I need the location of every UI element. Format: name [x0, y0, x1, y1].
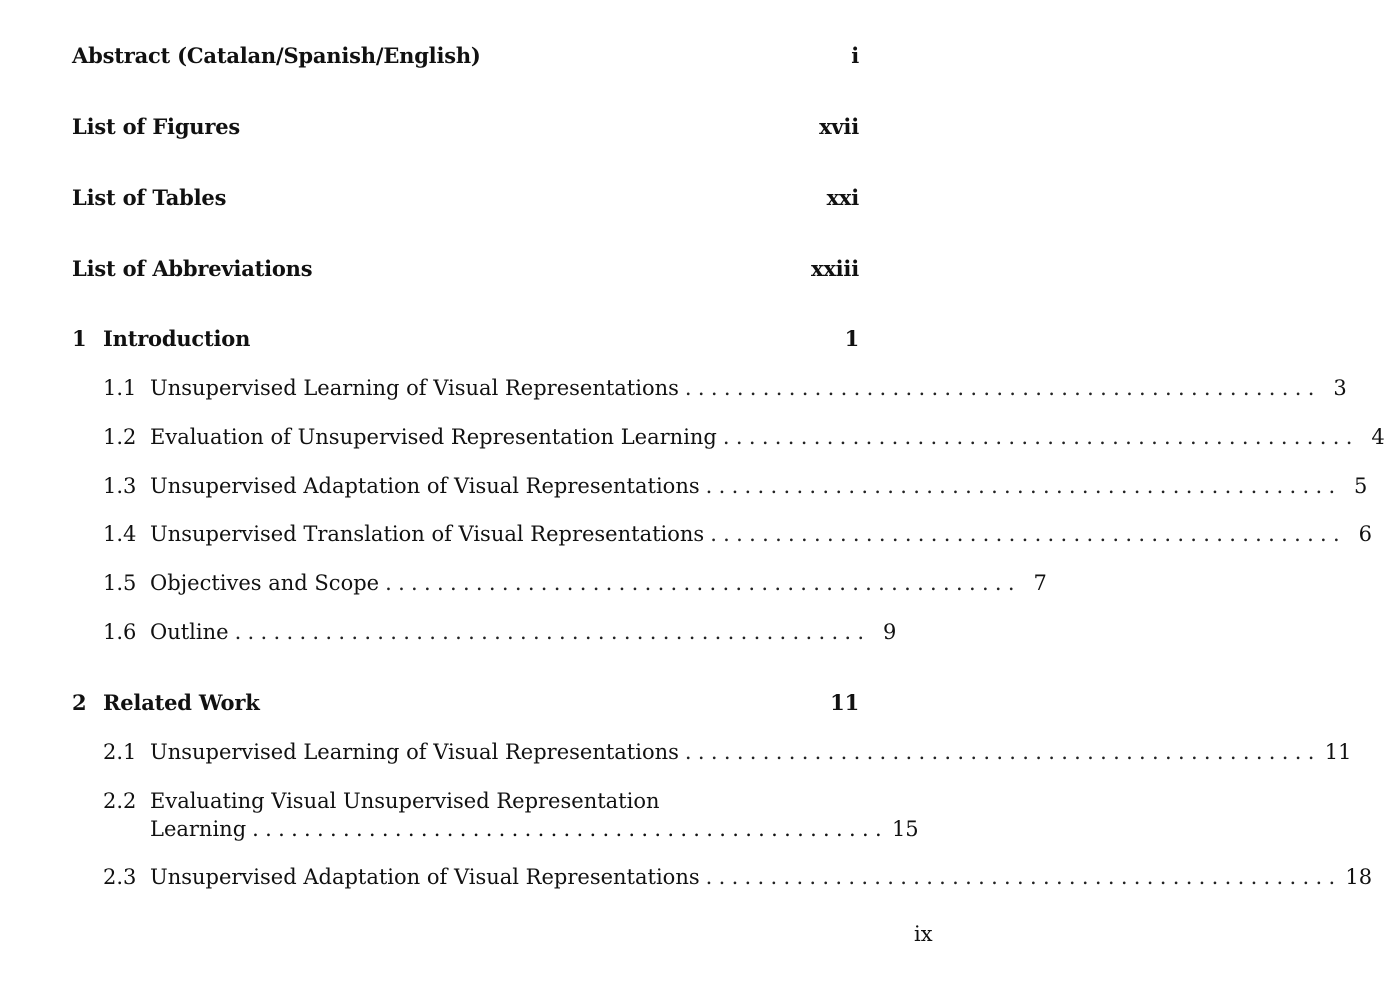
toc-entry-page: xxi	[826, 185, 859, 210]
toc-section-1-5[interactable]	[103, 569, 1047, 597]
section-page: 15	[891, 817, 919, 841]
section-title: Unsupervised Adaptation of Visual Representations	[150, 865, 700, 889]
toc-chapter-2[interactable]	[72, 689, 859, 717]
chapter-number: 2	[72, 690, 87, 715]
chapter-page: 1	[844, 326, 859, 351]
chapter-number: 1	[72, 326, 87, 351]
toc-section-2-1[interactable]	[103, 738, 1352, 766]
section-page: 9	[883, 620, 897, 644]
chapter-page: 11	[830, 690, 859, 715]
toc-entry-page: xxiii	[811, 256, 859, 281]
toc-entry-title: List of Tables	[72, 185, 227, 210]
dot-leader: .................................................	[705, 474, 1342, 498]
dot-leader: .................................................	[234, 620, 871, 644]
section-page: 5	[1354, 474, 1368, 498]
section-title: Unsupervised Learning of Visual Representations	[150, 376, 679, 400]
toc-section-2-2[interactable]	[103, 787, 919, 843]
section-number: 2.1	[103, 740, 137, 764]
section-page: 3	[1333, 376, 1347, 400]
dot-leader: .................................................	[684, 376, 1321, 400]
toc-entry-page: xvii	[819, 114, 859, 139]
chapter-title: Related Work	[103, 690, 260, 715]
section-title-line2: Learning	[150, 817, 247, 841]
section-title-line1: Evaluating Visual Unsupervised Representation	[150, 789, 660, 813]
section-number: 2.2	[103, 789, 137, 813]
section-title: Unsupervised Adaptation of Visual Representations	[150, 474, 700, 498]
section-number: 1.1	[103, 376, 137, 400]
section-number: 1.6	[103, 620, 137, 644]
section-page: 7	[1033, 571, 1047, 595]
section-title: Objectives and Scope	[150, 571, 380, 595]
toc-section-1-1[interactable]	[103, 374, 1347, 402]
section-title: Unsupervised Translation of Visual Representations	[150, 522, 705, 546]
section-number: 1.5	[103, 571, 137, 595]
section-title: Evaluation of Unsupervised Representation Learning	[150, 425, 717, 449]
toc-entry-list-of-tables[interactable]	[72, 184, 859, 212]
toc-entry-abstract[interactable]	[72, 42, 859, 70]
dot-leader: .................................................	[252, 817, 888, 841]
chapter-title: Introduction	[103, 326, 251, 351]
page-number: ix	[914, 922, 933, 946]
toc-entry-title: List of Abbreviations	[72, 256, 313, 281]
section-number: 2.3	[103, 865, 137, 889]
toc-entry-title: List of Figures	[72, 114, 241, 139]
toc-entry-page: i	[851, 43, 859, 68]
section-page: 6	[1358, 522, 1372, 546]
toc-chapter-1[interactable]	[72, 325, 859, 353]
section-number: 1.3	[103, 474, 137, 498]
toc-section-1-6[interactable]	[103, 618, 897, 646]
toc-entry-list-of-figures[interactable]	[72, 113, 859, 141]
dot-leader: .................................................	[710, 522, 1346, 546]
dot-leader: .................................................	[385, 571, 1021, 595]
dot-leader: .................................................	[684, 740, 1321, 764]
toc-section-2-3[interactable]	[103, 863, 1373, 891]
section-number: 1.4	[103, 522, 137, 546]
toc-section-1-3[interactable]	[103, 472, 1368, 500]
dot-leader: .................................................	[705, 865, 1342, 889]
section-title: Unsupervised Learning of Visual Representations	[150, 740, 679, 764]
section-page: 11	[1324, 740, 1352, 764]
toc-section-1-2[interactable]	[103, 423, 1385, 451]
section-title: Outline	[150, 620, 229, 644]
toc-entry-list-of-abbreviations[interactable]	[72, 255, 859, 283]
section-page: 4	[1371, 425, 1385, 449]
dot-leader: .................................................	[722, 425, 1359, 449]
toc-entry-title: Abstract (Catalan/Spanish/English)	[72, 43, 481, 68]
section-number: 1.2	[103, 425, 137, 449]
toc-section-1-4[interactable]	[103, 520, 1372, 548]
section-page: 18	[1345, 865, 1373, 889]
